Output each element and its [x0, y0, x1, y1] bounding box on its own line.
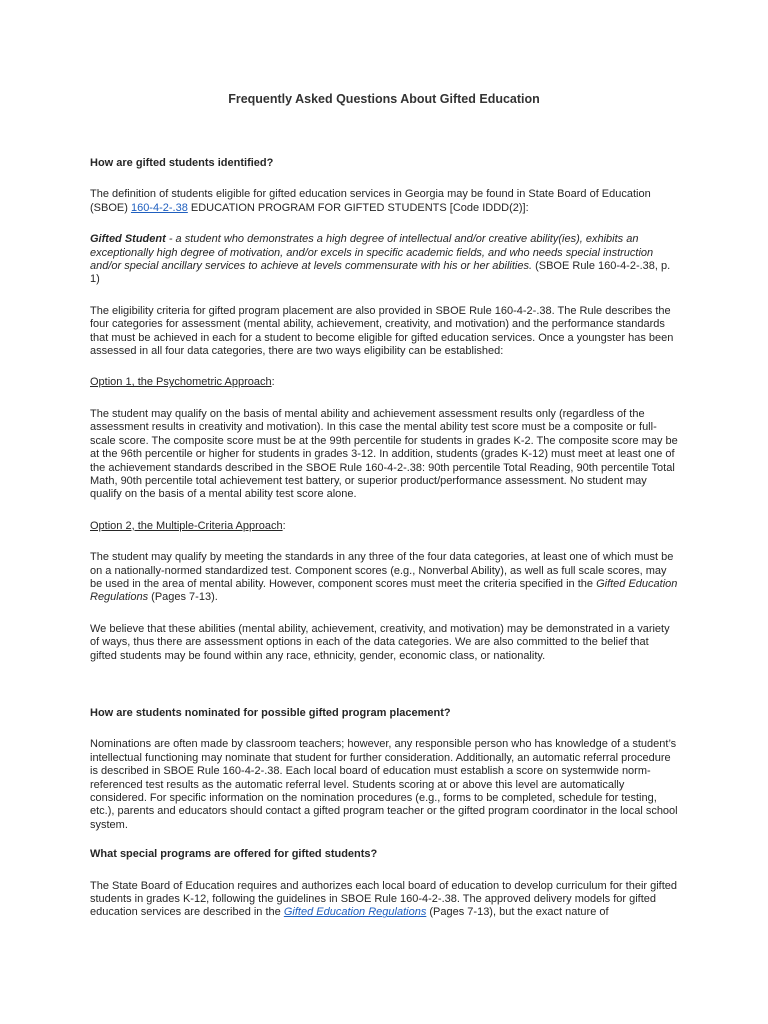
definition-rule-text: EDUCATION PROGRAM FOR GIFTED STUDENTS [Code IDDD(2)]: [187, 201, 529, 214]
option2-pages: (Pages 7-13). [148, 591, 218, 604]
question-identified-heading: How are gifted students identified? [90, 157, 274, 169]
programs-paragraph [90, 880, 678, 920]
belief-paragraph: We believe that these abilities (mental ability, achievement, creativity, and motivation) may be demonstrated in a variety of ways, thus there are assessment options in each of the data categories. We are also committed to the belief that gifted students may be found within any race, ethnicity, gender, economic class, or nationality. [90, 622, 670, 662]
definition-term: Gifted Student [90, 233, 166, 246]
option1-paragraph: The student may qualify on the basis of mental ability and achievement assessment results only (regardless of the assessment results in creativity and motivation). In this case the mental ability test score must be a composite or full-scale score. The composite score must be at the 99th percentile for students in grades K-2. The composite score may be at the 96th percentile or higher for students in grades 3-12. In addition, students (grades K-12) must meet at least one of the achievement standards described in the SBOE Rule 160-4-2-.38: 90th percentile Total Reading, 90th percentile Total Math, 90th percentile total achievement test battery, or superior product/performance assessment. No student may qualify on the basis of a mental ability test score alone. [90, 407, 678, 501]
option2-regulations-title: Gifted Education Regulations [90, 577, 678, 604]
option2-colon: : [282, 519, 286, 532]
option2-label: Option 2, the Multiple-Criteria Approach [90, 519, 283, 532]
definition-intro-text: The definition of students eligible for gifted education services in Georgia may be found in State Board of Education (SBOE) [90, 188, 651, 214]
programs-continuation: (Pages 7-13), but the exact nature of [426, 906, 609, 919]
option2-text: The student may qualify by meeting the standards in any three of the four data categories, at least one of which must be on a nationally-normed standardized test. Component scores (e.g., Nonverbal Ability), as well as full scale scores, may be used in the area of mental ability. However, component scores must meet the criteria specified in the [90, 551, 674, 590]
definition-paragraph [90, 188, 678, 215]
definition-citation: (SBOE Rule 160-4-2-.38, p. 1) [90, 260, 671, 286]
rule-link[interactable]: 160-4-2-.38 [130, 201, 188, 214]
definition-text: - a student who demonstrates a high degree of intellectual and/or creative ability(ies), exhibits an exceptionally high degree of motivation, and/or excels in specific academic fields, and who needs special instruction and/or special ancillary services to achieve at levels commensurate with his or her abilities. [90, 233, 654, 273]
option1-colon: : [271, 376, 275, 389]
option2-paragraph [90, 551, 678, 605]
option1-label: Option 1, the Psychometric Approach [90, 376, 272, 389]
page-title: Frequently Asked Questions About Gifted Education [228, 92, 540, 106]
eligibility-paragraph: The eligibility criteria for gifted program placement are also provided in SBOE Rule 160-4-2-.38. The Rule describes the four categories for assessment (mental ability, achievement, creativity, and motivation) and the performance standards that must be achieved in each for a student to become eligible for gifted education services. Once a youngster has been assessed in all four data categories, there are two ways eligibility can be established: [90, 304, 674, 358]
regulations-link[interactable]: Gifted Education Regulations [283, 906, 427, 919]
programs-text: The State Board of Education requires and authorizes each local board of education to develop curriculum for their gifted students in grades K-12, following the guidelines in SBOE Rule 160-4-2-.38. The approved delivery models for gifted education services are described in the [90, 879, 678, 919]
question-programs-heading: What special programs are offered for gifted students? [90, 848, 378, 861]
nomination-paragraph: Nominations are often made by classroom teachers; however, any responsible person who has knowledge of a student’s intellectual functioning may nominate that student for further consideration. Additionally, an automatic referral procedure is described in SBOE Rule 160-4-2-.38. Each local board of education must establish a score on systemwide norm-referenced test results as the automatic referral level. Students scoring at or above this level are automatically considered. For specific information on the nomination procedures (e.g., forms to be completed, schedule for testing, etc.), parents and educators should contact a gifted program teacher or the gifted program coordinator in the local school system. [90, 738, 678, 831]
option1-heading [90, 376, 678, 389]
gifted-student-definition [90, 233, 678, 287]
question-nominated-heading: How are students nominated for possible gifted program placement? [90, 706, 451, 719]
option2-heading [90, 520, 678, 533]
document-body [90, 157, 678, 920]
